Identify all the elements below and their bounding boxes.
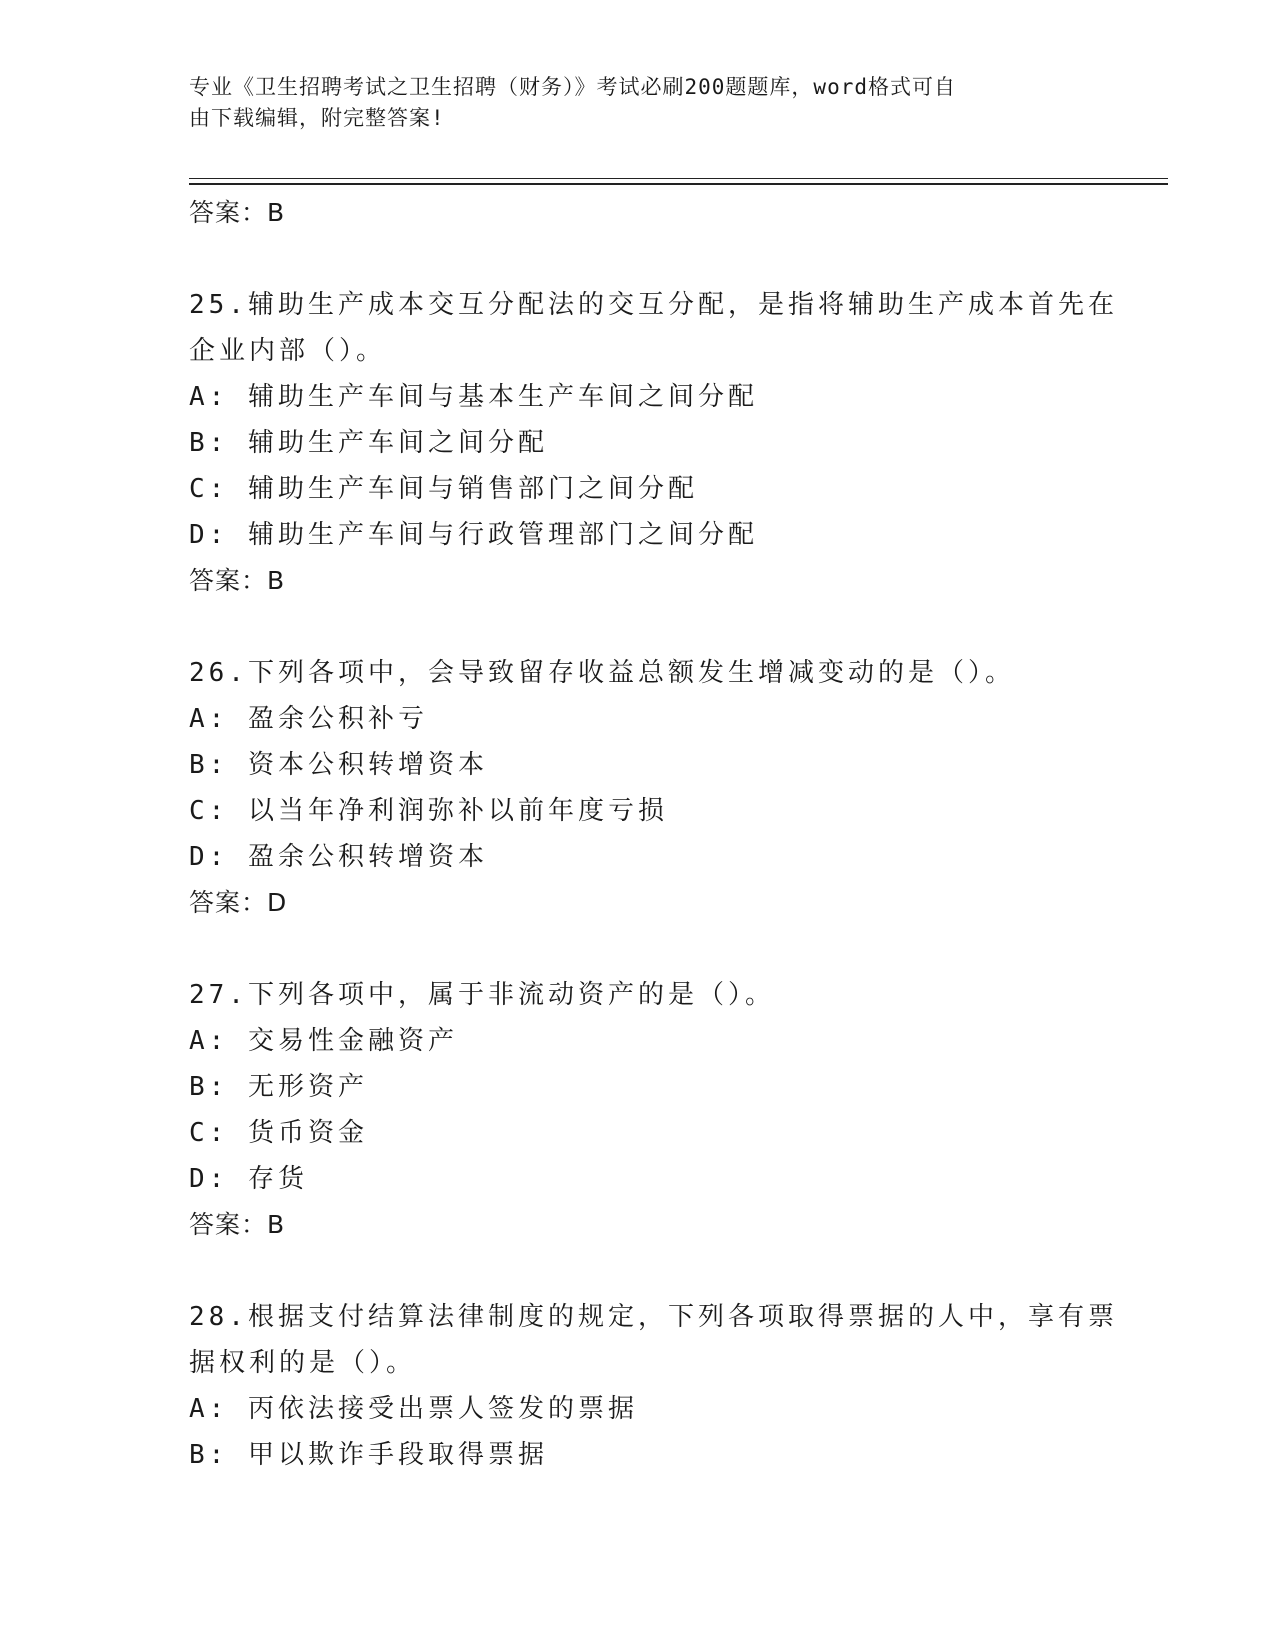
option-b: B: 资本公积转增资本 bbox=[189, 750, 488, 780]
option-a: A: 交易性金融资产 bbox=[189, 1026, 458, 1056]
question-26 bbox=[189, 650, 1089, 926]
spacer bbox=[189, 1248, 1089, 1294]
spacer bbox=[189, 236, 1089, 282]
option-d: D: 辅助生产车间与行政管理部门之间分配 bbox=[189, 520, 758, 550]
option-c: C: 货币资金 bbox=[189, 1118, 368, 1148]
option-a: A: 盈余公积补亏 bbox=[189, 704, 428, 734]
header-line-2: 由下载编辑，附完整答案! bbox=[189, 106, 445, 130]
option-b: B: 辅助生产车间之间分配 bbox=[189, 428, 548, 458]
header-divider-thin bbox=[189, 178, 1168, 179]
option-d: D: 盈余公积转增资本 bbox=[189, 842, 488, 872]
answer: 答案：B bbox=[189, 566, 286, 595]
option-c: C: 以当年净利润弥补以前年度亏损 bbox=[189, 796, 668, 826]
spacer bbox=[189, 604, 1089, 650]
question-stem: 27.下列各项中，属于非流动资产的是（）。 bbox=[189, 980, 775, 1010]
question-27 bbox=[189, 972, 1089, 1248]
option-a: A: 丙依法接受出票人签发的票据 bbox=[189, 1394, 638, 1424]
option-b: B: 甲以欺诈手段取得票据 bbox=[189, 1440, 548, 1470]
option-b: B: 无形资产 bbox=[189, 1072, 368, 1102]
question-stem-continued: 企业内部（）。 bbox=[189, 336, 387, 366]
question-stem-continued: 据权利的是（）。 bbox=[189, 1348, 417, 1378]
question-list bbox=[189, 190, 1118, 1478]
question-stem: 26.下列各项中，会导致留存收益总额发生增减变动的是（）。 bbox=[189, 658, 1015, 688]
question-stem: 28.根据支付结算法律制度的规定，下列各项取得票据的人中，享有票 bbox=[189, 1302, 1118, 1332]
header-line-1: 专业《卫生招聘考试之卫生招聘（财务）》考试必刷200题题库，word格式可自 bbox=[189, 75, 956, 99]
answer: 答案：B bbox=[189, 1210, 286, 1239]
spacer bbox=[189, 926, 1089, 972]
question-28 bbox=[189, 1294, 1118, 1478]
question-25 bbox=[189, 282, 1118, 604]
option-c: C: 辅助生产车间与销售部门之间分配 bbox=[189, 474, 698, 504]
option-a: A: 辅助生产车间与基本生产车间之间分配 bbox=[189, 382, 758, 412]
document-header bbox=[189, 72, 1089, 134]
question-stem: 25.辅助生产成本交互分配法的交互分配，是指将辅助生产成本首先在 bbox=[189, 290, 1118, 320]
header-divider-thick bbox=[189, 183, 1168, 185]
answer: 答案：D bbox=[189, 888, 288, 917]
option-d: D: 存货 bbox=[189, 1164, 308, 1194]
previous-answer: 答案：B bbox=[189, 198, 286, 227]
